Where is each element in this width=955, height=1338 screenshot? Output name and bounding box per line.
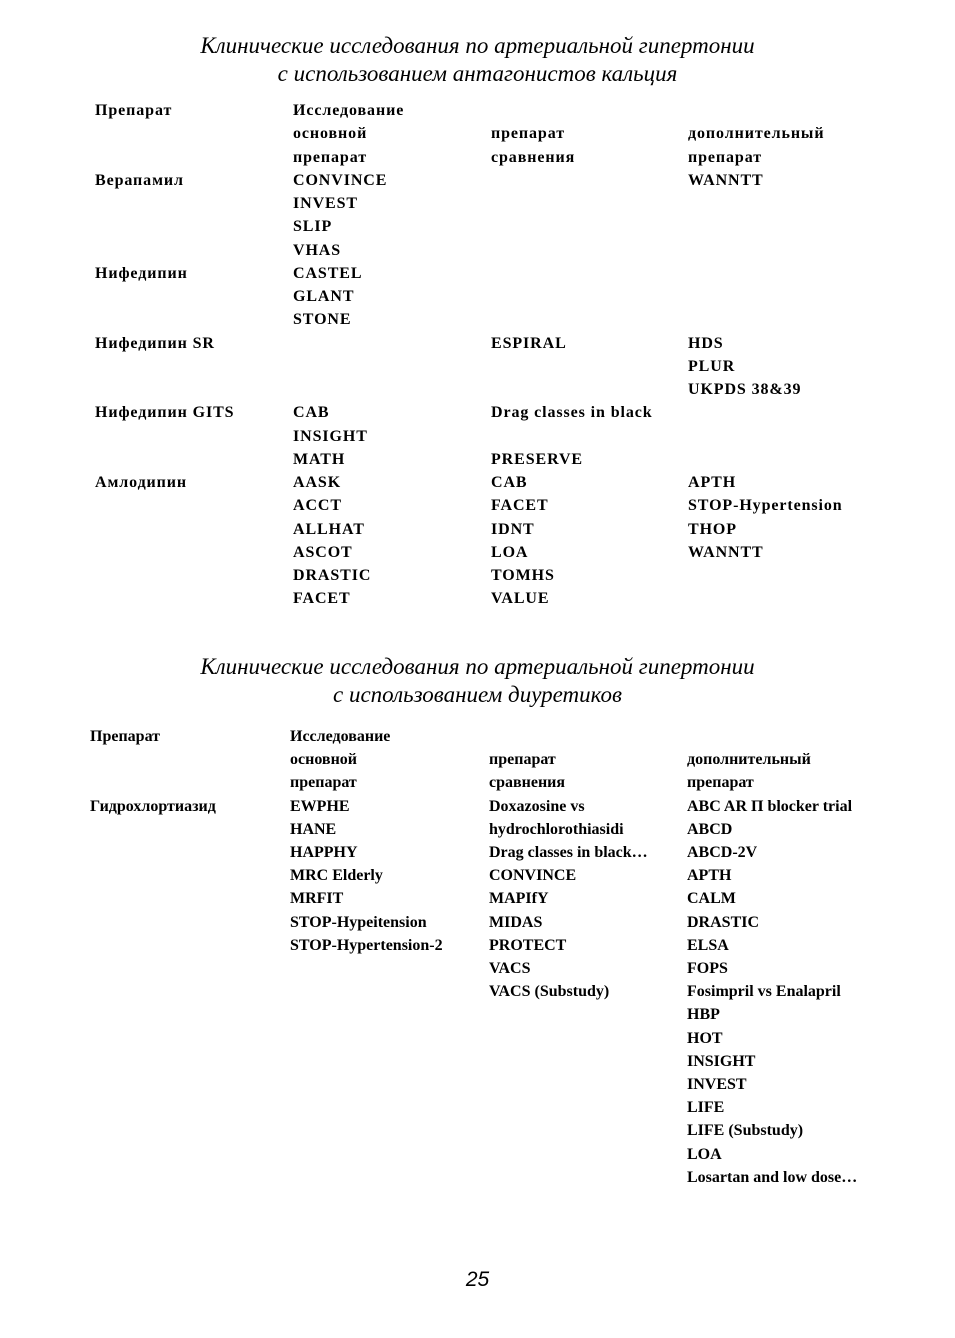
table-row <box>0 1075 955 1098</box>
table-row <box>0 543 955 566</box>
cell-additional-drug-trial: LIFE (Substudy) <box>687 1122 804 1140</box>
cell-additional-drug-trial: WANNTT <box>688 171 764 189</box>
section-title-calcium-antagonists <box>0 32 955 88</box>
cell-drug: Гидрохлортиазид <box>90 797 216 815</box>
cell-comparator-trial: PROTECT <box>489 936 567 954</box>
cell-main-drug-trial: SLIP <box>293 218 333 236</box>
cell-additional-drug-trial: UKPDS 38&39 <box>688 381 802 398</box>
cell-comparator-trial: IDNT <box>491 520 535 538</box>
cell-main-drug-trial: DRASTIC <box>293 567 372 584</box>
cell-additional-drug-trial: Fosimpril vs Enalapril <box>687 983 841 1001</box>
cell-main-drug-trial: STOP-Hypeitension <box>290 913 427 931</box>
table-row <box>0 403 955 426</box>
cell-main-drug-trial: VHAS <box>293 241 342 259</box>
cell-main-drug-trial: препарат <box>290 774 357 792</box>
cell-comparator-trial: LOA <box>491 543 529 561</box>
title-line-2: с использованием антагонистов кальция <box>277 61 678 86</box>
cell-additional-drug-trial: FOPS <box>687 960 728 977</box>
cell-additional-drug-trial: HBP <box>687 1006 720 1024</box>
cell-additional-drug-trial: CALM <box>687 890 736 908</box>
table-row <box>0 750 955 773</box>
table-row <box>0 1098 955 1121</box>
cell-main-drug-trial: MATH <box>293 450 346 468</box>
table-row <box>0 148 955 171</box>
cell-main-drug-trial: Исследование <box>290 728 391 745</box>
table-row <box>0 589 955 612</box>
cell-comparator-trial: MIDAS <box>489 913 543 931</box>
cell-comparator-trial: TOMHS <box>491 567 555 584</box>
table-row <box>0 101 955 124</box>
cell-additional-drug-trial: APTH <box>688 474 737 491</box>
table-row <box>0 820 955 843</box>
table-row <box>0 334 955 357</box>
cell-drug: Верапамил <box>95 171 184 189</box>
cell-comparator-trial: CONVINCE <box>489 867 577 885</box>
cell-additional-drug-trial: LIFE <box>687 1099 725 1117</box>
cell-additional-drug-trial: THOP <box>688 520 737 538</box>
cell-main-drug-trial: HANE <box>290 820 337 838</box>
table-row <box>0 520 955 543</box>
table-row <box>0 357 955 380</box>
cell-comparator-trial: hydrochlorothiasidi <box>489 820 624 838</box>
cell-comparator-trial: PRESERVE <box>491 450 583 468</box>
table-row <box>0 1168 955 1191</box>
title-line-1: Клинические исследования по артериальной гипертонии <box>200 33 755 58</box>
cell-main-drug-trial: ALLHAT <box>293 520 365 538</box>
cell-additional-drug-trial: ABCD <box>687 820 733 838</box>
cell-drug: Нифедипин SR <box>95 334 215 352</box>
table-row <box>0 913 955 936</box>
cell-comparator-trial: FACET <box>491 497 549 515</box>
cell-main-drug-trial: CASTEL <box>293 264 363 282</box>
cell-comparator-trial: Drag classes in black… <box>489 844 648 861</box>
cell-main-drug-trial: AASK <box>293 474 342 491</box>
cell-additional-drug-trial: WANNTT <box>688 543 764 561</box>
table-row <box>0 727 955 750</box>
cell-comparator-trial: Doxazosine vs <box>489 797 585 815</box>
cell-drug: Препарат <box>95 102 173 119</box>
table-row <box>0 310 955 333</box>
cell-drug: Амлодипин <box>95 474 188 491</box>
cell-additional-drug-trial: APTH <box>687 867 732 885</box>
cell-main-drug-trial: STONE <box>293 311 352 329</box>
cell-additional-drug-trial: INSIGHT <box>687 1052 756 1070</box>
cell-additional-drug-trial: Losartan and low dose… <box>687 1168 858 1186</box>
cell-additional-drug-trial: ELSA <box>687 936 729 954</box>
page-number: 25 <box>465 1268 490 1291</box>
cell-comparator-trial: Drag classes in black <box>491 404 653 422</box>
cell-drug: Препарат <box>90 728 161 745</box>
table-row <box>0 936 955 959</box>
cell-additional-drug-trial: LOA <box>687 1145 722 1163</box>
cell-additional-drug-trial: ABC AR П blocker trial <box>687 797 853 815</box>
cell-comparator-trial: ESPIRAL <box>491 334 567 352</box>
table-row <box>0 959 955 982</box>
table-row <box>0 843 955 866</box>
cell-additional-drug-trial: ABCD-2V <box>687 844 758 861</box>
table-row <box>0 496 955 519</box>
table-row <box>0 982 955 1005</box>
table-row <box>0 1052 955 1075</box>
cell-main-drug-trial: FACET <box>293 590 351 608</box>
cell-main-drug-trial: препарат <box>293 148 367 166</box>
table-row <box>0 473 955 496</box>
table-row <box>0 171 955 194</box>
title-line-2: с использованием диуретиков <box>333 682 622 707</box>
table-row <box>0 773 955 796</box>
table-row <box>0 866 955 889</box>
cell-additional-drug-trial: препарат <box>688 148 762 166</box>
cell-additional-drug-trial: дополнительный <box>688 125 825 143</box>
cell-comparator-trial: препарат <box>491 125 565 143</box>
cell-main-drug-trial: GLANT <box>293 288 355 305</box>
cell-main-drug-trial: CONVINCE <box>293 171 388 189</box>
cell-comparator-trial: MAPIfY <box>489 890 549 908</box>
table-row <box>0 427 955 450</box>
cell-main-drug-trial: MRFIT <box>290 890 344 908</box>
table-row <box>0 1145 955 1168</box>
table-row <box>0 194 955 217</box>
cell-additional-drug-trial: препарат <box>687 774 754 792</box>
table-row <box>0 287 955 310</box>
cell-main-drug-trial: ASCOT <box>293 543 353 561</box>
cell-comparator-trial: препарат <box>489 751 556 769</box>
cell-additional-drug-trial: DRASTIC <box>687 913 760 931</box>
table-row <box>0 1121 955 1144</box>
cell-additional-drug-trial: HDS <box>688 334 724 352</box>
cell-comparator-trial: VACS <box>489 960 531 977</box>
cell-comparator-trial: CAB <box>491 474 528 491</box>
cell-drug: Нифедипин GITS <box>95 404 235 422</box>
cell-main-drug-trial: INVEST <box>293 195 358 212</box>
cell-additional-drug-trial: INVEST <box>687 1076 747 1093</box>
table-row <box>0 1029 955 1052</box>
cell-main-drug-trial: Исследование <box>293 102 405 119</box>
cell-comparator-trial: VALUE <box>491 590 550 608</box>
table-row <box>0 889 955 912</box>
cell-main-drug-trial: EWPHE <box>290 797 350 815</box>
cell-main-drug-trial: ACCT <box>293 497 342 515</box>
table-row <box>0 797 955 820</box>
cell-main-drug-trial: HAPPHY <box>290 844 358 861</box>
cell-main-drug-trial: MRC Elderly <box>290 867 383 885</box>
table-row <box>0 217 955 240</box>
cell-additional-drug-trial: дополнительный <box>687 751 811 769</box>
table-row <box>0 380 955 403</box>
title-line-1: Клинические исследования по артериальной гипертонии <box>200 654 755 679</box>
section-title-diuretics <box>0 653 955 709</box>
cell-additional-drug-trial: PLUR <box>688 357 736 375</box>
table-row <box>0 1005 955 1028</box>
cell-main-drug-trial: INSIGHT <box>293 427 368 445</box>
cell-additional-drug-trial: STOP-Hypertension <box>688 497 843 515</box>
cell-main-drug-trial: основной <box>290 751 357 769</box>
table-row <box>0 124 955 147</box>
cell-comparator-trial: VACS (Substudy) <box>489 983 610 1001</box>
cell-comparator-trial: сравнения <box>489 774 566 792</box>
cell-main-drug-trial: CAB <box>293 404 330 422</box>
table-row <box>0 566 955 589</box>
cell-main-drug-trial: основной <box>293 125 368 143</box>
cell-drug: Нифедипин <box>95 264 188 282</box>
table-row <box>0 241 955 264</box>
table-row <box>0 264 955 287</box>
cell-additional-drug-trial: HOT <box>687 1029 723 1047</box>
cell-comparator-trial: сравнения <box>491 148 576 166</box>
table-row <box>0 450 955 473</box>
cell-main-drug-trial: STOP-Hypertension-2 <box>290 936 443 954</box>
